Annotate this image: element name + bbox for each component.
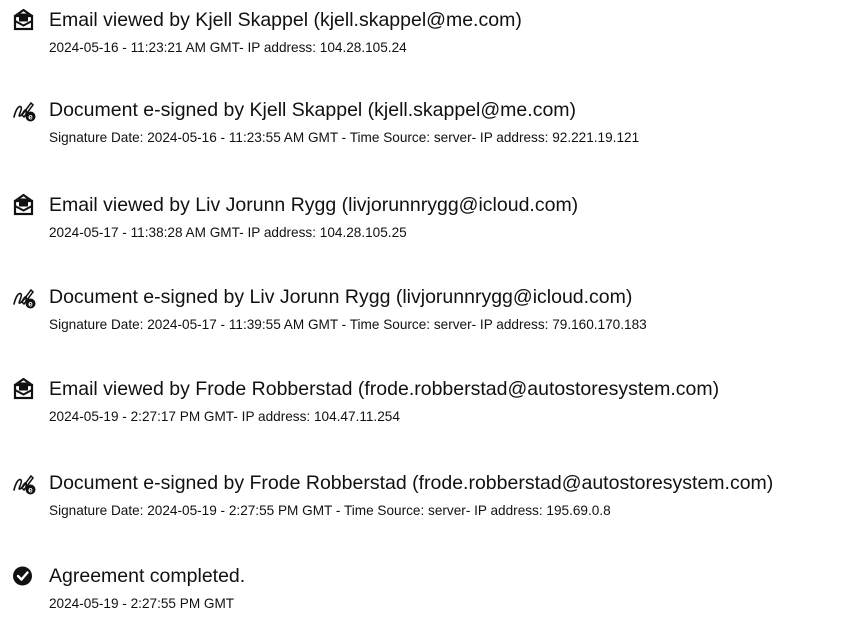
e-signature-icon xyxy=(11,284,37,310)
email-viewed-icon xyxy=(11,376,37,402)
event-detail: Signature Date: 2024-05-19 - 2:27:55 PM GMT - Time Source: server- IP address: 195.69.0.8 xyxy=(49,503,611,518)
check-circle-icon xyxy=(11,563,37,589)
event-title: Email viewed by Liv Jorunn Rygg (livjorunnrygg@icloud.com) xyxy=(49,194,579,216)
audit-event xyxy=(0,192,853,252)
email-viewed-icon xyxy=(11,192,37,218)
audit-event xyxy=(0,470,853,530)
event-detail: 2024-05-16 - 11:23:21 AM GMT- IP address: 104.28.105.24 xyxy=(49,40,407,55)
event-title: Email viewed by Kjell Skappel (kjell.skappel@me.com) xyxy=(49,9,522,31)
e-signature-icon xyxy=(11,470,37,496)
event-detail: Signature Date: 2024-05-17 - 11:39:55 AM GMT - Time Source: server- IP address: 79.160.170.183 xyxy=(49,317,647,332)
audit-event xyxy=(0,376,853,436)
svg-text:e: e xyxy=(28,299,33,309)
event-title: Document e-signed by Frode Robberstad (frode.robberstad@autostoresystem.com) xyxy=(49,472,774,494)
audit-event xyxy=(0,7,853,67)
audit-event xyxy=(0,563,853,623)
svg-text:e: e xyxy=(28,112,33,122)
event-title: Email viewed by Frode Robberstad (frode.robberstad@autostoresystem.com) xyxy=(49,378,720,400)
e-signature-icon xyxy=(11,97,37,123)
event-title: Document e-signed by Kjell Skappel (kjell.skappel@me.com) xyxy=(49,99,577,121)
event-detail: 2024-05-19 - 2:27:55 PM GMT xyxy=(49,596,235,611)
event-detail: Signature Date: 2024-05-16 - 11:23:55 AM GMT - Time Source: server- IP address: 92.221.19.121 xyxy=(49,130,640,145)
email-viewed-icon xyxy=(11,7,37,33)
event-detail: 2024-05-19 - 2:27:17 PM GMT- IP address: 104.47.11.254 xyxy=(49,409,400,424)
event-detail: 2024-05-17 - 11:38:28 AM GMT- IP address: 104.28.105.25 xyxy=(49,225,407,240)
audit-event xyxy=(0,284,853,344)
event-title: Agreement completed. xyxy=(49,565,246,587)
event-title: Document e-signed by Liv Jorunn Rygg (livjorunnrygg@icloud.com) xyxy=(49,286,633,308)
audit-event xyxy=(0,97,853,157)
svg-text:e: e xyxy=(28,485,33,495)
